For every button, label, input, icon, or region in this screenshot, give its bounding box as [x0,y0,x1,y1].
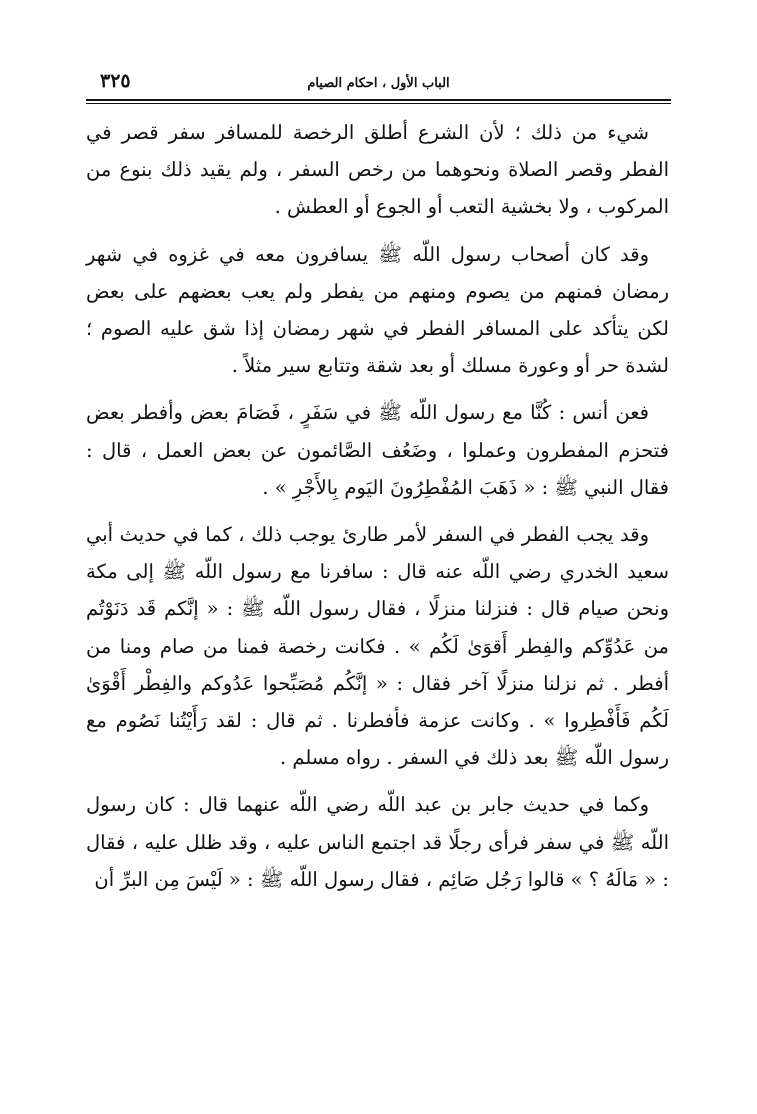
paragraph: وقد يجب الفطر في السفر لأمر طارئ يوجب ذلك ، كما في حديث أبي سعيد الخدري رضي اللّه عنه قال : سافرنا مع رسول اللّه ﷺ إلى مكة ونحن صيام قال : فنزلنا منزلًا ، فقال رسول اللّه ﷺ : « إنَّكم قَد دَنَوْتُم من عَدُوِّكم والفِطر أَقوَىٰ لَكُم » . فكانت رخصة فمنا من صام ومنا من أفطر . ثم نزلنا منزلًا آخر فقال : « إنَّكُم مُصَبِّحوا عَدُوكم والفِطْر أَقْوَىٰ لَكُم فَأَفْطِروا » . وكانت عزمة فأفطرنا . ثم قال : لقد رَأَيْتُنا نَصُوم مع رسول اللّه ﷺ بعد ذلك في السفر . رواه مسلم . [86,523,669,770]
header-rule [86,99,671,101]
body-text [86,114,669,908]
paragraph: فعن أنس : كُنَّا مع رسول اللّه ﷺ في سَفَرٍ ، فَصَامَ بعض وأفطر بعض فتحزم المفطرون وعملوا ، وضَعُف الصَّائمون عن بعض العمل ، قال : فقال النبي ﷺ : « ذَهَبَ المُفْطِرُونَ اليَوم بِالأَجْرِ » . [86,401,669,499]
page-number: ٣٢٥ [100,70,131,92]
page-header [86,70,671,98]
paragraph: وكما في حديث جابر بن عبد اللّه رضي اللّه عنهما قال : كان رسول اللّه ﷺ في سفر فرأى رجلًا قد اجتمع الناس عليه ، وقد ظلل عليه ، فقال : « مَالَهُ ؟ » قالوا رَجُل صَائِم ، فقال رسول اللّه ﷺ : « لَيْسَ مِن البرِّ أن [86,793,669,891]
header-rule-thin [86,103,671,104]
running-head: الباب الأول ، احكام الصيام [307,76,450,91]
paragraph: شيء من ذلك ؛ لأن الشرع أطلق الرخصة للمسافر سفر قصر في الفطر وقصر الصلاة ونحوهما من رخص السفر ، ولم يقيد ذلك بنوع من المركوب ، ولا بخشية التعب أو الجوع أو العطش . [86,121,669,219]
paragraph: وقد كان أصحاب رسول اللّه ﷺ يسافرون معه في غزوه في شهر رمضان فمنهم من يصوم ومنهم من يفطر ولم يعب بعضهم على بعض لكن يتأكد على المسافر الفطر في شهر رمضان إذا شق عليه الصوم ؛ لشدة حر أو وعورة مسلك أو بعد شقة وتتابع سير مثلاً . [86,242,669,378]
